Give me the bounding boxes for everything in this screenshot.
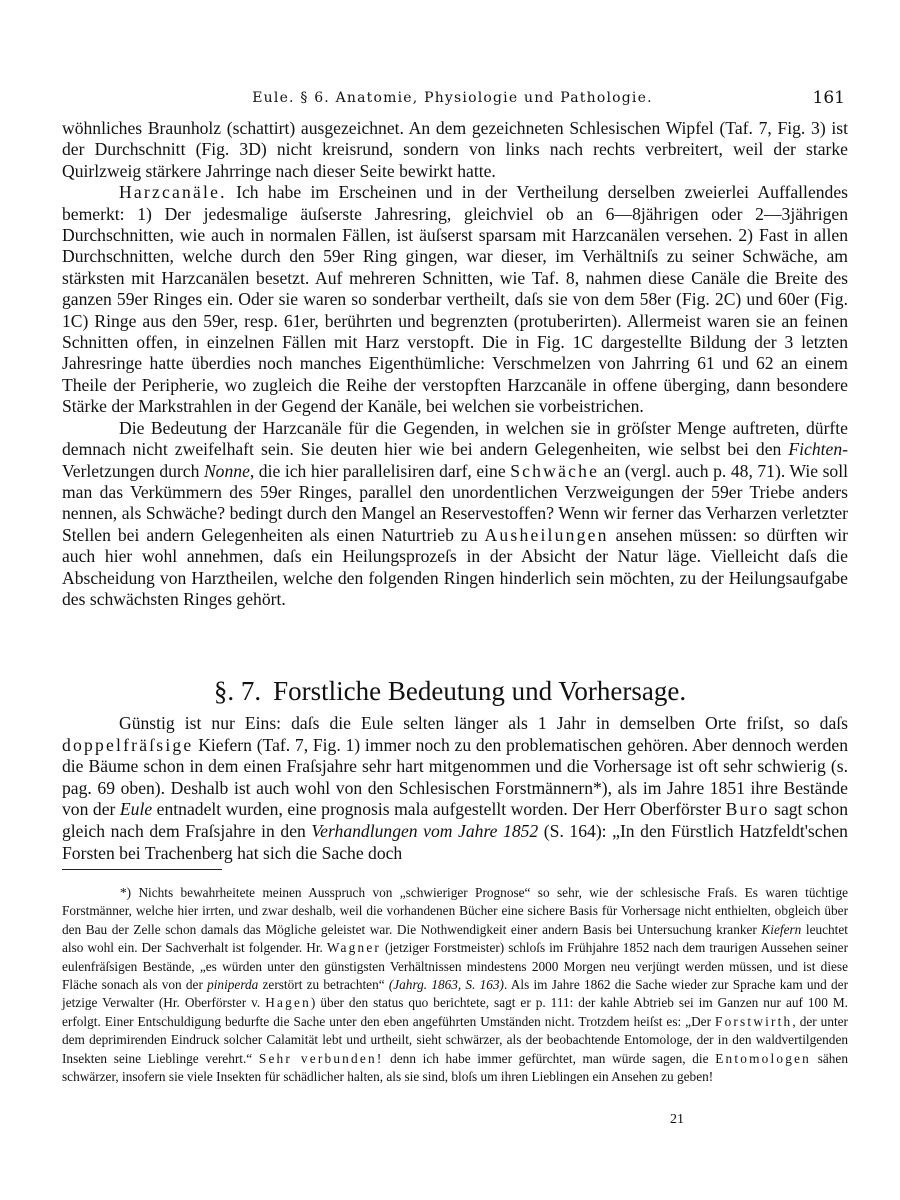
italic-term: Nonne	[203, 460, 250, 481]
paragraph-text: Kiefern (Taf. 7, Fig. 1) immer noch zu den problematischen gehören. Aber dennoch werden die Bäume schon in dem einen Fraſsjahre sehr hart mitgenommen und die Vorhersage ist oft sehr schwierig (s. pag. 69 oben). Deshalb ist auch wohl von den Schlesischen Forstmännern*), als im Jahre 1851 ihre Bestände von der	[62, 734, 848, 820]
paragraph-text: Ich habe im Erscheinen und in der Vertheilung derselben zweierlei Auffallendes bemerkt: 1) Der jedesmalige äuſserste Jahresring, gleichviel ob an 6—8jährigen oder 2—3jährigen Durchschnitten, wie auch in normalen Fällen, ist äuſserst sparsam mit Harzcanälen versehen. 2) Fast in allen Durchschnitten, welche durch den 59er Ring gingen, war dieser, im Verhältniſs zu seiner Schwäche, am stärksten mit Harzcanälen besetzt. Auf mehreren Schnitten, wie Taf. 8, nahmen diese Canäle die Breite des ganzen 59er Ringes ein. Oder sie waren so sonderbar vertheilt, daſs sie von dem 58er (Fig. 2C) und 60er (Fig. 1C) Ringe aus den 59er, resp. 61er, berührten und begrenzten (protuberirten). Allermeist waren sie an feinen Schnitten offen, in einzelnen Fällen mit Harz verstopft. Die in Fig. 1C dargestellte Bildung der 3 letzten Jahresringe hatte überdies noch manches Eigenthümliche: Verschmelzen von Jahrring 61 und 62 an einem Theile der Peripherie, wo zugleich die Reihe der verstopften Harzcanäle in offene überging, dann besondere Stärke der Markstrahlen in der Gegend der Kanäle, bei welchen sie vorbeistrichen.	[62, 182, 848, 417]
running-head-title: Eule. § 6. Anatomie, Physiologie und Pathologie.	[252, 90, 653, 106]
paragraph-text: Die Bedeutung der Harzcanäle für die Gegenden, in welchen sie in gröſster Menge auftreten, dürfte demnach nicht zweifelhaft sein. Sie deuten hier wie bei andern Gelegenheiten, wie selbst bei den	[62, 417, 848, 460]
paragraph-continuation: wöhnliches Braunholz (schattirt) ausgezeichnet. An dem gezeichneten Schlesischen Wipfel (Taf. 7, Fig. 3) ist der Durchschnitt (Fig. 3D) nicht kreisrund, sondern von links nach rechts verbreitert, weil der starke Quirlzweig stärkere Jahrringe nach dieser Seite bewirkt hatte.	[62, 118, 848, 181]
signature-mark: 21	[670, 1112, 684, 1127]
spaced-term: Buro	[725, 799, 770, 820]
footnote-segment: . Als im Jahre 1862 die Sache wieder zur Sprache kam und der jetzige Verwalter (Hr. Oberförster v.	[62, 977, 848, 1011]
spaced-term: Wagner	[326, 940, 382, 956]
italic-term: Kiefern	[761, 921, 802, 937]
italic-term: (Jahrg. 1863, S. 163)	[388, 977, 504, 993]
paragraph-text: entnadelt wurden, eine prognosis mala aufgestellt worden. Der Herr Oberförster	[152, 799, 726, 820]
section-number: §. 7.	[213, 676, 262, 706]
footnote-segment: leuchtet also wohl ein. Der Sachverhalt ist folgender. Hr.	[62, 921, 848, 956]
italic-term: Fichten	[788, 439, 843, 460]
footnote-segment: zerstört zu betrachten“	[258, 977, 389, 993]
section-title: Forstliche Bedeutung und Vorhersage.	[273, 676, 687, 706]
italic-term: piniperda	[207, 977, 259, 993]
spaced-term: Schwäche	[510, 460, 600, 481]
paragraph-text: sagt schon gleich nach dem Fraſsjahre in den	[62, 799, 849, 841]
footnote-segment: *) Nichts bewahrheitete meinen Ausspruch von „schwieriger Prognose“ so sehr, wie der schlesische Fraſs. Es waren tüchtige Forstmänner, welche hier irrten, und zwar deshalb, weil die vorhandenen Bücher eine sichere Basis für Vorhersage nicht enthielten, obgleich über den Bau der Zelle schon damals das Mögliche geleistet war. Die Nothwendigkeit einer andern Basis bei Untersuchung kranker	[62, 885, 848, 937]
italic-term: Verhandlungen vom Jahre 1852	[311, 820, 539, 841]
paragraph-text: (S. 164): „In den Fürstlich Hatzfeldt'schen Forsten bei Trachenberg hat sich die Sache doch	[62, 820, 848, 863]
paragraph-text: ansehen müssen: so dürften wir auch hier wohl annehmen, daſs ein Heilungsprozeſs in der Absicht der Natur läge. Vielleicht daſs die Abscheidung von Harztheilen, welche den folgenden Ringen hinderlich sein möchten, zu der Heilungsaufgabe des schwächsten Ringes gehört.	[62, 524, 848, 609]
spaced-term: Hagen	[265, 995, 311, 1011]
spaced-term: doppelfräſsige	[62, 734, 194, 755]
section-body	[62, 713, 848, 864]
body-text	[62, 118, 848, 610]
footnote-segment: (jetziger Forstmeister) schloſs im Frühjahre 1852 nach dem traurigen Aussehen seiner eulenfräſsigen Bestände, „es würden unter den günstigsten Verhältnissen mindestens 2000 Morgen neu verjüngt werden müssen, und ist diese Fläche sonach als von der	[62, 940, 848, 993]
spaced-term: Entomologen	[715, 1050, 812, 1066]
page-number: 161	[812, 88, 845, 108]
paragraph-bedeutung	[62, 418, 848, 611]
spaced-term: Forstwirth	[714, 1013, 793, 1029]
paragraph-text: Günstig ist nur Eins: daſs die Eule selten länger als 1 Jahr in demselben Orte friſst, so daſs	[119, 713, 848, 733]
spaced-term: Sehr verbunden!	[258, 1050, 384, 1066]
paragraph-harzcanaele	[62, 182, 848, 417]
footnote-segment: denn ich habe immer gefürchtet, man würde sagen, die	[383, 1050, 716, 1066]
footnote	[62, 884, 848, 1086]
section-heading	[0, 676, 900, 707]
paragraph-text: , die ich hier parallelisiren darf, eine	[249, 460, 511, 481]
running-head	[60, 90, 845, 114]
footnote-segment: ) über den status quo berichtete, sagt er p. 111: der kahle Abtrieb sei im Ganzen nur auf 100 M. erfolgt. Einer Entschuldigung bedurfte die Sache unter den eben angeführten Umständen nicht. Trotzdem heiſst es: „Der	[62, 995, 848, 1029]
footnote-segment: , der unter dem deprimirenden Eindruck solcher Calamität lebt und urtheilt, sieht schwärzer, als der beobachtende Entomologe, der in den waldvertilgenden Insekten seine Lieblinge verehrt.“	[62, 1013, 848, 1066]
spaced-term: Harzcanäle.	[119, 182, 227, 203]
footnote-text	[62, 884, 848, 1086]
paragraph-guenstig	[62, 713, 848, 864]
paragraph-text: -Verletzungen durch	[62, 439, 848, 481]
footnote-rule	[62, 869, 222, 870]
spaced-term: Ausheilungen	[484, 524, 609, 545]
paragraph-text: an (vergl. auch p. 48, 71). Wie soll man das Verkümmern des 59er Ringes, parallel den unordentlichen Verzweigungen der 59er Triebe anders nennen, als Schwäche? bedingt durch den Mangel an Reservestoffen? Wenn wir ferner das Verharzen verletzter Stellen bei andern Gelegenheiten als einen Naturtrieb zu	[62, 460, 848, 545]
italic-term: Eule	[119, 799, 153, 820]
footnote-segment: sähen schwärzer, insofern sie viele Insekten für schädlicher halten, als sie sind, bloſs um ihren Lieblingen ein Ansehen zu geben!	[62, 1050, 848, 1085]
